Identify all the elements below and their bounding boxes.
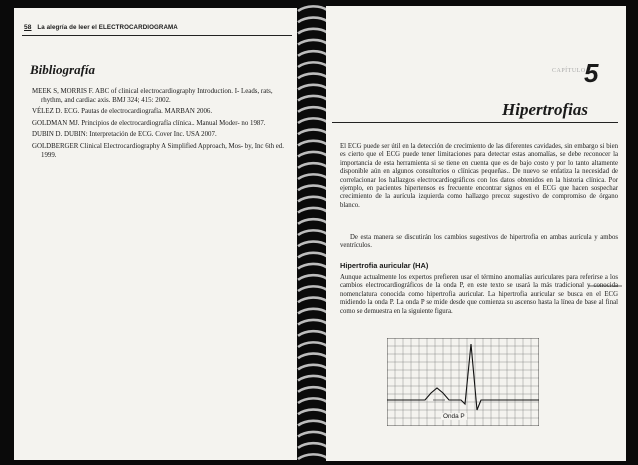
binding-coil bbox=[298, 309, 327, 314]
binding-coil bbox=[298, 107, 327, 112]
binding-coil bbox=[298, 219, 327, 224]
section-heading: Hipertrofia auricular (HA) bbox=[340, 261, 429, 270]
binding-coil bbox=[298, 62, 327, 67]
body-paragraph: El ECG puede ser útil en la detección de crecimiento de las diferentes cavidades, sin embargo si bien es cierto que el ECG puede tener limitaciones para detectar estas anomalías, se debe reconocer la importancia de esta herramienta si se tiene en cuenta que es de bajo costo y por lo tanto altamente disponible aún en algunos consultorios o clínicas pequeñas.. De nuevo se enfatiza la necesidad de correlacionar los hallazgos electrocardiográficos con los datos obtenidos en la historia clínica. Por ejemplo, en pacientes hipertensos es frecuente encontrar signos en el ECG que hacen sospechar crecimiento de la aurícula izquierda como hallazgo precoz sugestivo de compromiso de órgano blanco. bbox=[340, 143, 618, 209]
binding-coil bbox=[298, 197, 327, 202]
page-number: 58 bbox=[24, 24, 32, 31]
binding-coil bbox=[298, 398, 327, 403]
binding-coil bbox=[298, 163, 327, 168]
right-page bbox=[326, 6, 626, 461]
binding-coil bbox=[298, 118, 327, 123]
binding-coil bbox=[298, 298, 327, 303]
binding-coil bbox=[298, 242, 327, 247]
binding-coil bbox=[298, 141, 327, 146]
reference-item: VÉLEZ D. ECG. Pautas de electrocardiografía. MARBAN 2006. bbox=[32, 108, 213, 116]
chapter-number: 5 bbox=[584, 58, 599, 88]
reference-item: MEEK S, MORRIS F. ABC of clinical electrocardiography Introduction. I- Leads, rats, rhythm, and cardiac axis. BMJ 324; 415: 2002. bbox=[32, 88, 273, 104]
header-rule bbox=[22, 35, 292, 36]
bibliography-heading: Bibliografía bbox=[30, 62, 96, 77]
binding-coil bbox=[298, 264, 327, 269]
body-paragraph: Aunque actualmente los expertos prefieren usar el término anomalías auriculares para referirse a los cambios electrocardiográficos de la onda P, en este texto se usará la más tradicional y conocida nomenclatura conocida como hipertrofia auricular. La hipertrofia auricular se busca en el ECG midiendo la onda P. La onda P se mide desde que comienza su ascenso hasta la línea de base al final como se demuestra en la siguiente figura. bbox=[340, 274, 618, 315]
reference-item: DUBIN D. DUBIN: Interpretación de ECG. Cover Inc. USA 2007. bbox=[32, 131, 217, 139]
binding-coil bbox=[298, 320, 327, 325]
binding-coil bbox=[298, 354, 327, 359]
binding-coil bbox=[298, 174, 327, 179]
binding-coil bbox=[298, 410, 327, 415]
binding-coil bbox=[298, 376, 327, 381]
binding-coil bbox=[298, 230, 327, 235]
binding-coil bbox=[298, 253, 327, 258]
binding-coil bbox=[298, 6, 327, 11]
binding-coil bbox=[298, 275, 327, 280]
running-head bbox=[24, 24, 178, 31]
binding-coil bbox=[298, 96, 327, 101]
binding-coil bbox=[298, 387, 327, 392]
binding-coil bbox=[298, 286, 327, 291]
running-head-title: La alegría de leer el ELECTROCARDIOGRAMA bbox=[37, 24, 178, 31]
body-paragraph: De esta manera se discutirán los cambios sugestivos de hipertrofia en ambas aurícula y ambos ventrículos. bbox=[340, 234, 618, 250]
binding-coil bbox=[298, 454, 327, 459]
binding-coil bbox=[298, 85, 327, 90]
chapter-stamp: CAPÍTULO bbox=[552, 68, 586, 74]
handwritten-underline bbox=[588, 285, 622, 287]
binding-coil bbox=[298, 208, 327, 213]
title-rule bbox=[332, 122, 618, 123]
figure-label: Onda P bbox=[443, 413, 465, 420]
binding-coil bbox=[298, 342, 327, 347]
binding-coil bbox=[298, 421, 327, 426]
binding-coil bbox=[298, 186, 327, 191]
left-page bbox=[14, 8, 297, 460]
binding-coil bbox=[298, 29, 327, 34]
binding-coil bbox=[298, 365, 327, 370]
binding-coil bbox=[298, 432, 327, 437]
binding-coil bbox=[298, 152, 327, 157]
binding-coil bbox=[298, 443, 327, 448]
chapter-title: Hipertrofias bbox=[502, 100, 588, 119]
binding-coil bbox=[298, 40, 327, 45]
reference-item: GOLDMAN MJ. Principios de electrocardiografía clínica.. Manual Moder- no 1987. bbox=[32, 119, 266, 127]
reference-list bbox=[32, 88, 290, 163]
binding-coil bbox=[298, 18, 327, 23]
binding-coil bbox=[298, 74, 327, 79]
binding-coil bbox=[298, 331, 327, 336]
binding-coil bbox=[298, 130, 327, 135]
binding-coil bbox=[298, 51, 327, 56]
reference-item: GOLDBERGER Clinical Electrocardiography A Simplified Approach, Mos- by, Inc 6th ed. 1999. bbox=[32, 142, 284, 159]
